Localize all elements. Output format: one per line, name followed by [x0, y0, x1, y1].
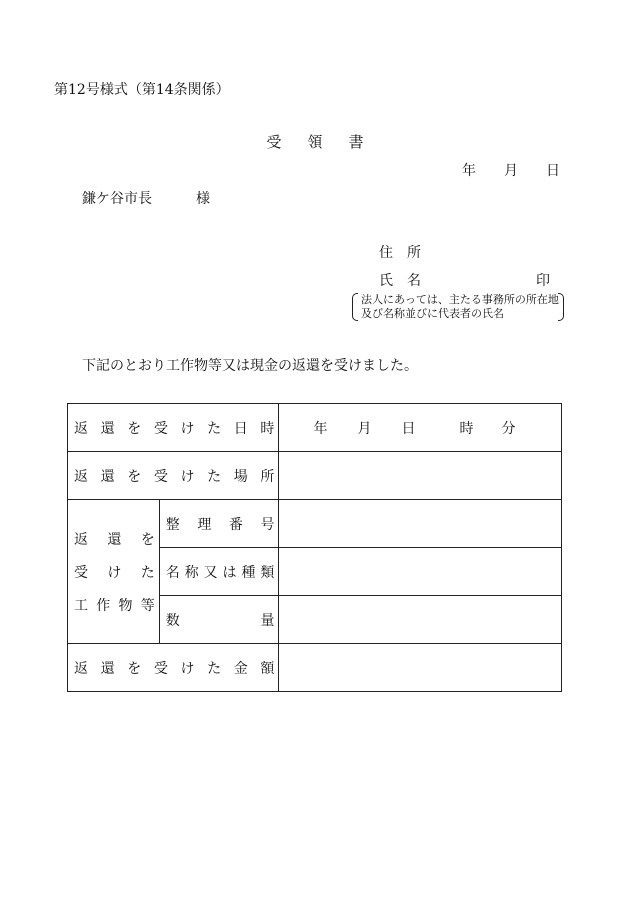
- spread-place: [74, 466, 274, 486]
- group-line-3-char-1: 工: [74, 597, 88, 614]
- spread-sub-2-char-4: は: [222, 564, 237, 581]
- row-place: [68, 452, 562, 500]
- row-amount: [68, 644, 562, 692]
- group-line-2-char-3: た: [140, 564, 155, 581]
- name-label-char-1: 氏: [379, 273, 393, 289]
- dt-minute: 分: [501, 420, 516, 437]
- row-datetime: [68, 404, 562, 452]
- document-title: [0, 131, 630, 152]
- spread-sub-2: [166, 562, 275, 582]
- spread-sub-3-char-2: 量: [260, 612, 275, 629]
- spread-amount-char-1: 返: [74, 660, 88, 677]
- addressee-honorific: 様: [196, 191, 210, 207]
- label-amount: [68, 644, 279, 692]
- spread-amount-char-7: 金: [233, 660, 248, 677]
- spread-place-char-7: 場: [233, 468, 248, 485]
- spread-amount-char-8: 額: [260, 660, 275, 677]
- dt-year: 年: [313, 420, 328, 437]
- note-bracket-right: [558, 293, 564, 321]
- label-sub-1: [159, 500, 279, 548]
- spread-place-char-6: た: [207, 468, 222, 485]
- date-day-unit: 日: [546, 163, 560, 179]
- spread-sub-3: [166, 610, 275, 630]
- spread-sub-1: [166, 514, 275, 534]
- spread-amount-char-4: 受: [153, 660, 168, 677]
- label-sub-2: [159, 548, 279, 596]
- spread-sub-1-char-4: 号: [260, 516, 275, 533]
- spread-sub-2-char-3: 又: [203, 564, 218, 581]
- date-month-unit: 月: [504, 163, 518, 179]
- group-line-2-char-1: 受: [74, 564, 88, 581]
- value-sub-1[interactable]: [279, 500, 562, 548]
- datetime-units: [279, 418, 561, 438]
- value-datetime[interactable]: [279, 404, 562, 452]
- spread-datetime-char-8: 時: [260, 420, 275, 437]
- spread-datetime-char-2: 還: [100, 420, 115, 437]
- dt-month: 月: [357, 420, 372, 437]
- value-sub-2[interactable]: [279, 548, 562, 596]
- corporate-note: [352, 292, 564, 322]
- group-line-1: [74, 529, 155, 549]
- spread-place-char-5: け: [180, 468, 195, 485]
- dt-hour: 時: [459, 420, 474, 437]
- address-label-char-2: 所: [407, 245, 421, 261]
- spread-place-char-4: 受: [153, 468, 168, 485]
- name-label-char-2: 名: [407, 273, 421, 289]
- title-char-2: 領: [307, 133, 323, 151]
- spread-amount: [74, 658, 274, 678]
- spread-datetime: [74, 418, 274, 438]
- group-line-3-char-2: 作: [96, 597, 111, 614]
- label-group: [68, 500, 160, 644]
- group-line-3: [74, 595, 155, 615]
- spread-datetime-char-4: 受: [153, 420, 168, 437]
- spread-datetime-char-5: け: [180, 420, 195, 437]
- title-char-3: 書: [348, 133, 364, 151]
- spread-amount-char-2: 還: [100, 660, 115, 677]
- value-amount[interactable]: [279, 644, 562, 692]
- dt-day: 日: [401, 420, 416, 437]
- issue-date: [462, 160, 560, 180]
- group-line-2: [74, 562, 155, 582]
- spread-sub-2-char-6: 類: [260, 564, 275, 581]
- spread-amount-char-6: た: [207, 660, 222, 677]
- date-year-unit: 年: [462, 163, 476, 179]
- addressee-name: 鎌ケ谷市長: [82, 191, 152, 207]
- intro-text: 下記のとおり工作物等又は現金の返還を受けました。: [82, 358, 418, 374]
- spread-datetime-char-6: た: [207, 420, 222, 437]
- spread-sub-1-char-3: 番: [228, 516, 243, 533]
- group-line-3-char-4: 等: [140, 597, 155, 614]
- spread-place-char-1: 返: [74, 468, 88, 485]
- spread-sub-2-char-2: 称: [184, 564, 199, 581]
- note-line-2: 及び名称並びに代表者の氏名: [361, 307, 504, 320]
- spread-sub-3-char-1: 数: [165, 612, 180, 629]
- note-line-1: 法人にあっては、主たる事務所の所在地: [361, 293, 559, 306]
- spread-amount-char-5: け: [180, 660, 195, 677]
- spread-datetime-char-1: 返: [74, 420, 88, 437]
- spread-place-char-8: 所: [260, 468, 275, 485]
- name-label: [379, 270, 421, 290]
- spread-place-char-3: を: [127, 468, 142, 485]
- note-text: [361, 293, 559, 321]
- label-datetime: [68, 404, 279, 452]
- form-number: 第12号様式（第14条関係）: [54, 82, 230, 98]
- value-place[interactable]: [279, 452, 562, 500]
- note-bracket-left: [352, 293, 358, 321]
- group-line-1-char-2: 還: [107, 531, 122, 548]
- title-char-1: 受: [266, 133, 282, 151]
- addressee: [82, 188, 210, 208]
- spread-sub-1-char-2: 理: [197, 516, 212, 533]
- group-line-1-char-1: 返: [74, 531, 88, 548]
- spread-sub-2-char-5: 種: [241, 564, 256, 581]
- spread-amount-char-3: を: [127, 660, 142, 677]
- group-line-2-char-2: け: [107, 564, 122, 581]
- receipt-table: [67, 403, 562, 692]
- value-sub-3[interactable]: [279, 596, 562, 644]
- row-sub-1: [68, 500, 562, 548]
- label-place: [68, 452, 279, 500]
- spread-place-char-2: 還: [100, 468, 115, 485]
- group-line-1-char-3: を: [140, 531, 155, 548]
- spread-sub-2-char-1: 名: [165, 564, 180, 581]
- address-label-char-1: 住: [379, 245, 393, 261]
- group-line-3-char-3: 物: [118, 597, 133, 614]
- address-label: [379, 242, 421, 262]
- spread-datetime-char-3: を: [127, 420, 142, 437]
- spread-datetime-char-7: 日: [233, 420, 248, 437]
- spread-sub-1-char-1: 整: [165, 516, 180, 533]
- seal-mark: 印: [536, 273, 550, 289]
- label-sub-3: [159, 596, 279, 644]
